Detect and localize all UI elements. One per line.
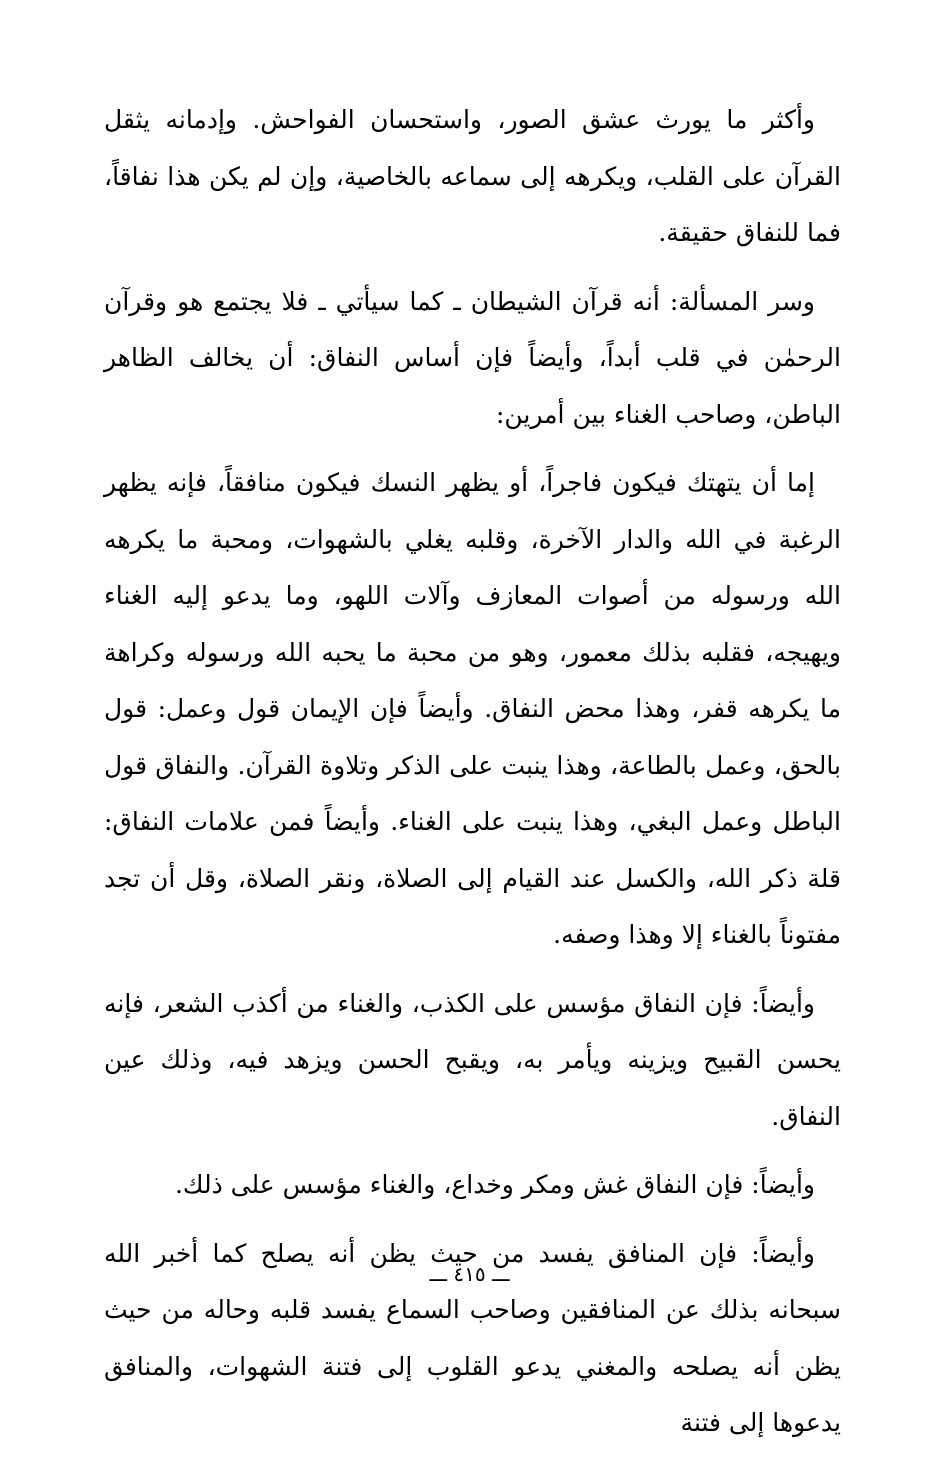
paragraph-4: وأيضاً: فإن النفاق مؤسس على الكذب، والغناء من أكذب الشعر، فإنه يحسن القبيح ويزينه ويأمر به، ويقبح الحسن ويزهد فيه، وذلك عين النفاق. xyxy=(104,988,841,1131)
paragraph-3: إما أن يتهتك فيكون فاجراً، أو يظهر النسك فيكون منافقاً، فإنه يظهر الرغبة في الله والدار الآخرة، وقلبه يغلي بالشهوات، ومحبة ما يكرهه الله ورسوله من أصوات المعازف وآلات اللهو، وما يدعو إليه الغناء ويهيجه، فقلبه بذلك معمور، وهو من محبة ما يحبه الله ورسوله وكراهة ما يكرهه قفر، وهذا محض النفاق. وأيضاً فإن الإيمان قول وعمل: قول بالحق، وعمل بالطاعة، وهذا ينبت على الذكر وتلاوة القرآن. والنفاق قول الباطل وعمل البغي، وهذا ينبت على الغناء. وأيضاً فمن علامات النفاق: قلة ذكر الله، والكسل عند القيام إلى الصلاة، ونقر الصلاة، وقل أن تجد مفتوناً بالغناء إلا وهذا وصفه. xyxy=(104,468,841,949)
paragraph-2: وسر المسألة: أنه قرآن الشيطان ـ كما سيأتي ـ فلا يجتمع هو وقرآن الرحمٰن في قلب أبداً، وأيضاً فإن أساس النفاق: أن يخالف الظاهر الباطن، وصاحب الغناء بين أمرين: xyxy=(104,286,841,429)
paragraph-5: وأيضاً: فإن النفاق غش ومكر وخداع، والغناء مؤسس على ذلك. xyxy=(174,1170,815,1199)
paragraph-1: وأكثر ما يورث عشق الصور، واستحسان الفواحش. وإدمانه يثقل القرآن على القلب، ويكرهه إلى سماعه بالخاصية، وإن لم يكن هذا نفاقاً، فما للنفاق حقيقة. xyxy=(104,105,841,247)
page-number: ـــ ٤١٥ ـــ xyxy=(429,1262,510,1286)
paragraph-6: وأيضاً: فإن المنافق يفسد من حيث يظن أنه يصلح كما أخبر الله سبحانه بذلك عن المنافقين وصاحب السماع يفسد قلبه وحاله من حيث يظن أنه يصلحه والمغني يدعو القلوب إلى فتنة الشهوات، والمنافق يدعوها إلى فتنة xyxy=(104,1238,841,1437)
body-text xyxy=(104,92,841,1464)
